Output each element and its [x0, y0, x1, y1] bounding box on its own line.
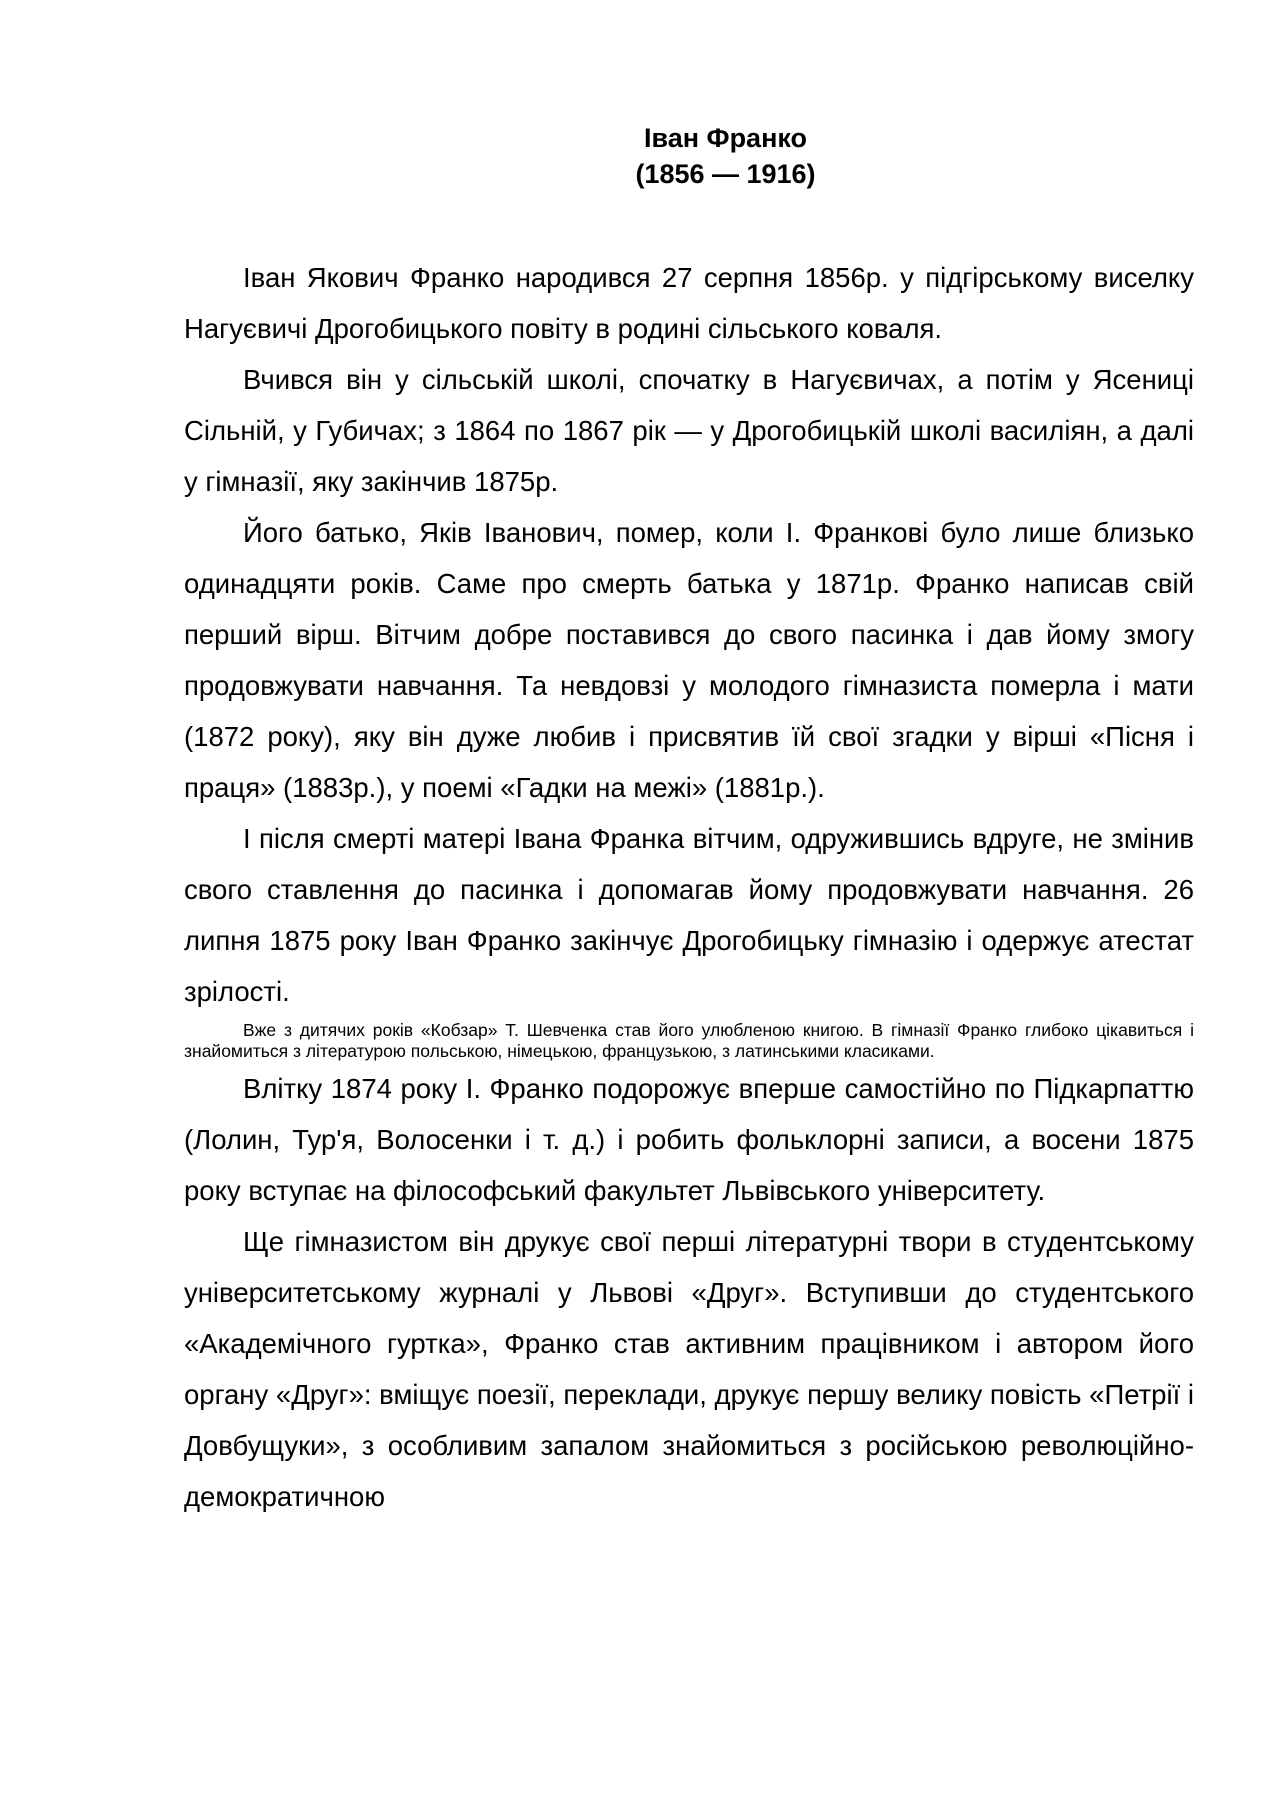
paragraph-travel: Влітку 1874 року І. Франко подорожує вперше самостійно по Підкарпаттю (Лолин, Тур'я, Волосенки і т. д.) і робить фольклорні записи, а восени 1875 року вступає на філософський факультет Львівського університету. [184, 1073, 1194, 1206]
paragraph-first-works: Ще гімназистом він друкує свої перші літературні твори в студентському університетському журналі у Львові «Друг». Вступивши до студентського «Академічного гуртка», Франко став активним працівником і автором його органу «Друг»: вміщує поезії, переклади, друкує першу велику повість «Петрії і Довбущуки», з особливим запалом знайомиться з російською революційно-демократичною [184, 1226, 1194, 1512]
document-title [184, 120, 1267, 192]
paragraph-father: Його батько, Яків Іванович, помер, коли І. Франкові було лише близько одинадцяти років. Саме про смерть батька у 1871р. Франко написав свій перший вірш. Вітчим добре поставився до свого пасинка і дав йому змогу продовжувати навчання. Та невдовзі у молодого гімназиста померла і мати (1872 року), яку він дуже любив і присвятив їй свої згадки у вірші «Пісня і праця» (1883р.), у поемі «Гадки на межі» (1881р.). [184, 517, 1194, 803]
paragraph-education: Вчився він у сільській школі, спочатку в Нагуєвичах, а потім у Ясениці Сільній, у Губичах; з 1864 по 1867 рік — у Дрогобицькій школі василіян, а далі у гімназії, яку закінчив 1875р. [184, 364, 1194, 497]
title-dates: (1856 — 1916) [635, 159, 816, 189]
paragraph-birth: Іван Якович Франко народився 27 серпня 1856р. у підгірському виселку Нагуєвичі Дрогобицького повіту в родині сільського коваля. [184, 262, 1194, 344]
title-name: Іван Франко [643, 123, 808, 153]
paragraph-stepfather: І після смерті матері Івана Франка вітчим, одружившись вдруге, не змінив свого ставлення до пасинка і допомагав йому продовжувати навчання. 26 липня 1875 року Іван Франко закінчує Дрогобицьку гімназію і одержує атестат зрілості. [184, 823, 1194, 1007]
document-body [184, 252, 1194, 1522]
footnote-paragraph: Вже з дитячих років «Кобзар» Т. Шевченка став його улюбленою книгою. В гімназії Франко глибоко цікавиться і знайомиться з літературою польською, німецькою, французькою, з латинськими класиками. [184, 1020, 1194, 1061]
